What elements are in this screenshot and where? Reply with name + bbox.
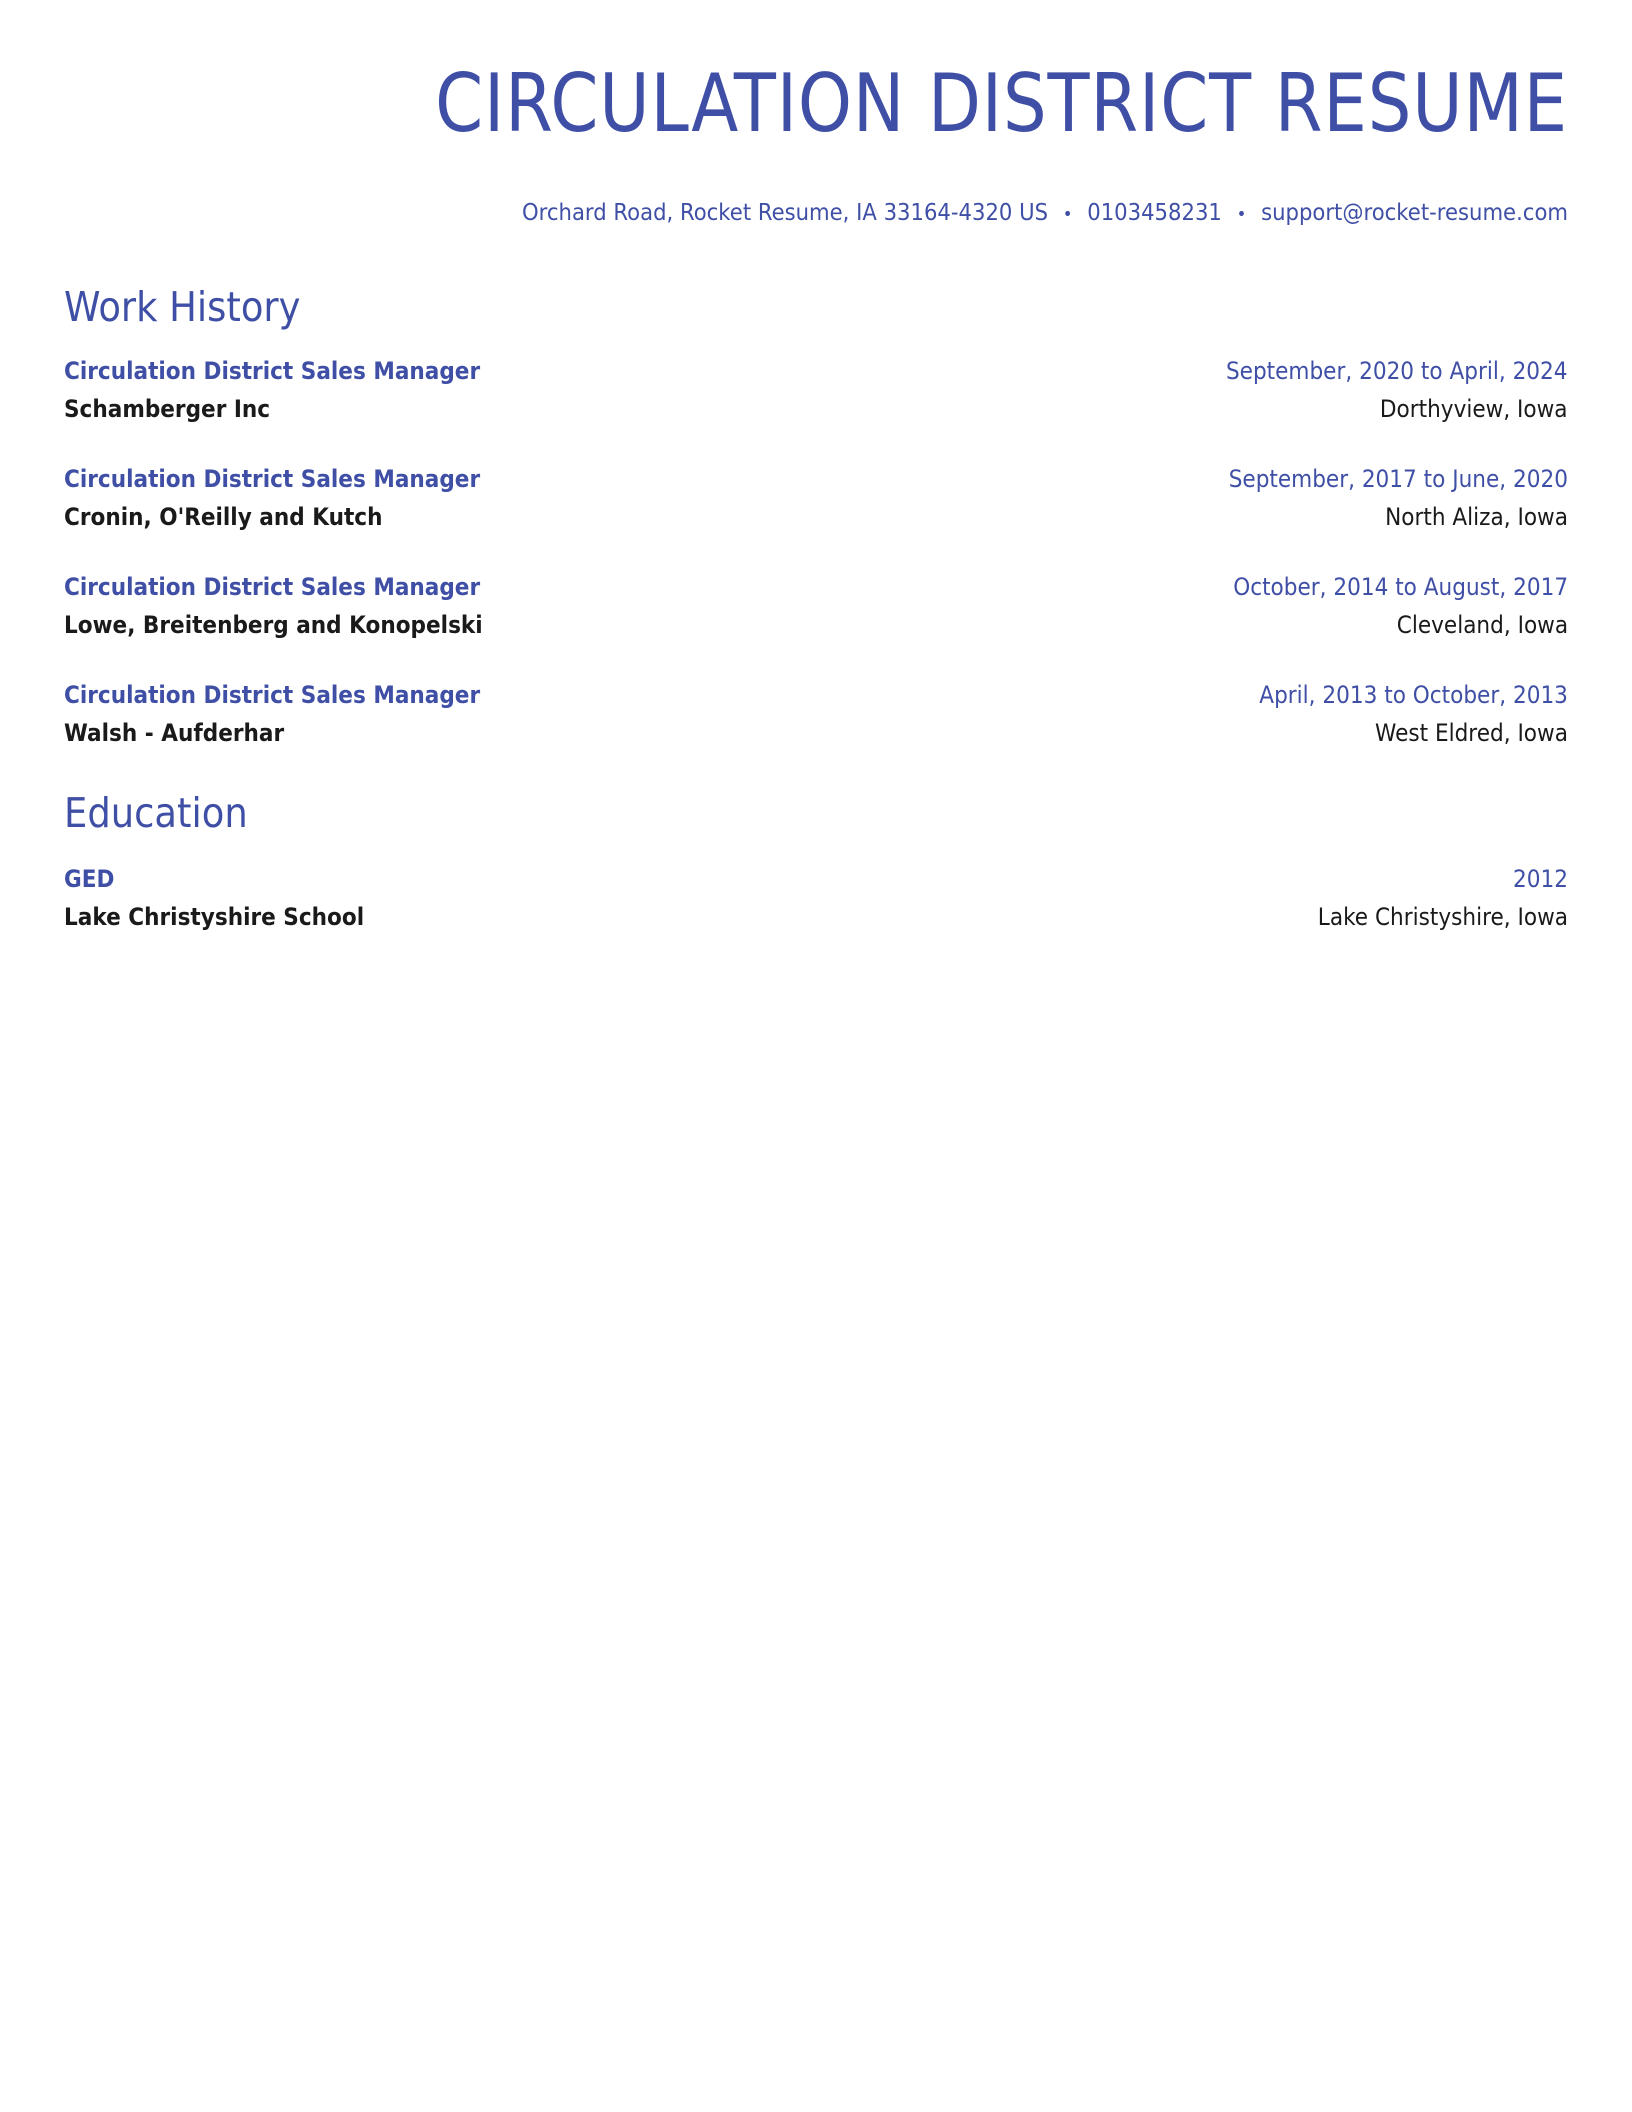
job-company: Schamberger Inc [64,395,271,423]
contact-email: support@rocket-resume.com [1261,200,1568,226]
contact-separator: • [1236,204,1247,225]
contact-line [184,198,1568,230]
job-role: Circulation District Sales Manager [64,465,481,493]
job-location: West Eldred, Iowa [1375,719,1568,747]
education-entry [64,864,1568,932]
contact-address: Orchard Road, Rocket Resume, IA 33164-4320 US [522,200,1049,226]
education-heading: Education [64,789,248,837]
job-location: North Aliza, Iowa [1385,503,1568,531]
contact-phone: 0103458231 [1087,200,1222,226]
work-entry [64,356,1568,424]
work-entry [64,464,1568,532]
work-entry [64,572,1568,640]
work-history-heading: Work History [64,283,301,331]
education-list [64,864,1568,932]
contact-separator: • [1062,204,1073,225]
education-school: Lake Christyshire School [64,903,365,931]
job-dates: September, 2020 to April, 2024 [1226,357,1568,385]
work-entry [64,680,1568,748]
job-dates: April, 2013 to October, 2013 [1259,681,1568,709]
resume-header [64,56,1568,230]
resume-title: CIRCULATION DISTRICT RESUME [435,57,1568,150]
education-degree: GED [64,865,115,893]
job-company: Walsh - Aufderhar [64,719,285,747]
job-dates: September, 2017 to June, 2020 [1228,465,1568,493]
education-year: 2012 [1513,865,1568,893]
work-history-list [64,356,1568,748]
job-role: Circulation District Sales Manager [64,681,481,709]
job-role: Circulation District Sales Manager [64,357,481,385]
job-role: Circulation District Sales Manager [64,573,481,601]
job-dates: October, 2014 to August, 2017 [1233,573,1568,601]
job-location: Dorthyview, Iowa [1380,395,1568,423]
job-location: Cleveland, Iowa [1396,611,1568,639]
education-location: Lake Christyshire, Iowa [1317,903,1568,931]
job-company: Cronin, O'Reilly and Kutch [64,503,383,531]
job-company: Lowe, Breitenberg and Konopelski [64,611,483,639]
